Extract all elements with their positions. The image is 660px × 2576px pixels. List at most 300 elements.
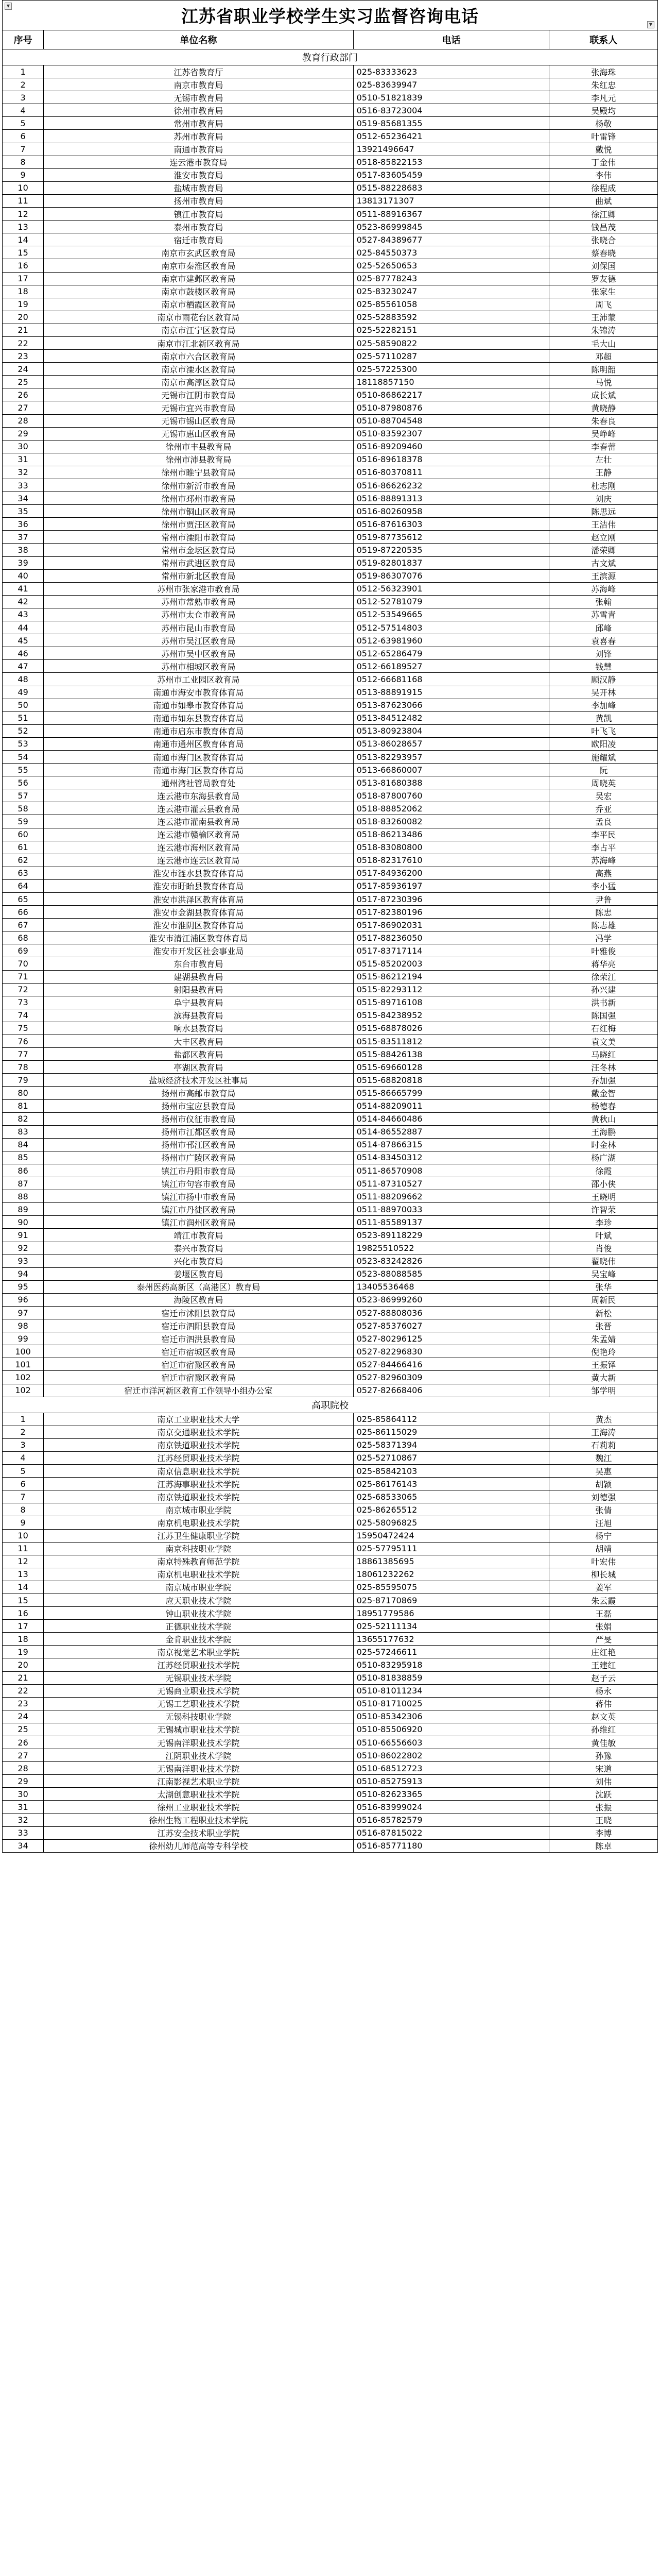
contact-person: 陈忠 [549,906,658,919]
table-row[interactable] [3,1151,658,1164]
table-row[interactable] [3,376,658,388]
table-row[interactable] [3,1736,658,1749]
table-row[interactable] [3,608,658,621]
unit-name: 徐州市铜山区教育局 [44,505,353,518]
unit-name: 镇江市丹阳市教育局 [44,1164,353,1177]
table-row[interactable] [3,660,658,673]
phone-number: 19825510522 [353,1242,549,1255]
table-row[interactable] [3,867,658,879]
contact-person: 成长斌 [549,388,658,401]
phone-number: 0527-82960309 [353,1371,549,1384]
phone-number: 0510-85342306 [353,1710,549,1723]
row-index: 41 [3,582,44,595]
table-row[interactable] [3,492,658,505]
table-row[interactable] [3,711,658,724]
row-index: 28 [3,1762,44,1775]
table-row[interactable] [3,336,658,349]
table-row[interactable] [3,802,658,815]
table-row[interactable] [3,1607,658,1620]
row-index: 42 [3,595,44,608]
table-row[interactable] [3,1048,658,1061]
table-row[interactable] [3,1684,658,1697]
phone-number: 025-87170869 [353,1594,549,1606]
table-row[interactable] [3,686,658,699]
contact-person: 李凡元 [549,91,658,104]
table-row[interactable] [3,221,658,233]
contact-person: 张翰 [549,595,658,608]
header-index: 序号 [3,30,44,49]
unit-name: 太湖创意职业技术学院 [44,1788,353,1801]
row-index: 17 [3,272,44,285]
phone-number: 0518-86213486 [353,828,549,841]
table-row[interactable] [3,65,658,78]
table-row[interactable] [3,401,658,414]
phone-number: 025-68533065 [353,1490,549,1503]
table-row[interactable] [3,505,658,518]
phone-number: 13655177632 [353,1633,549,1646]
phone-number: 0515-82293112 [353,983,549,996]
contact-person: 肖俊 [549,1242,658,1255]
table-row[interactable] [3,181,658,194]
table-row[interactable] [3,1255,658,1267]
unit-name: 镇江市润州区教育局 [44,1216,353,1229]
table-row[interactable] [3,246,658,259]
unit-name: 南京市高淳区教育局 [44,376,353,388]
table-row[interactable] [3,1697,658,1710]
section-row [3,49,658,65]
contact-person: 刘锋 [549,647,658,660]
table-row[interactable] [3,556,658,569]
contact-person: 叶斌 [549,1229,658,1242]
table-row[interactable] [3,1413,658,1426]
contact-person: 许智荣 [549,1203,658,1216]
table-row[interactable] [3,1490,658,1503]
unit-name: 连云港市灌南县教育局 [44,815,353,828]
contact-person: 苏雪青 [549,608,658,621]
filter-dropdown-icon[interactable]: ▼ [5,3,12,10]
contact-person: 叶雅俊 [549,944,658,957]
header-phone: 电话 [353,30,549,49]
table-row[interactable] [3,1384,658,1397]
phone-number: 0516-83723004 [353,104,549,117]
phone-number: 0519-87735612 [353,531,549,544]
phone-number: 0517-84936200 [353,867,549,879]
table-row[interactable] [3,879,658,892]
contact-person: 袁喜春 [549,634,658,647]
table-row[interactable] [3,1438,658,1451]
phone-number: 0516-89618378 [353,453,549,466]
table-row[interactable] [3,1319,658,1332]
unit-name: 南京城市职业学院 [44,1581,353,1594]
table-row[interactable] [3,518,658,531]
table-row[interactable] [3,1345,658,1358]
unit-name: 南京市溧水区教育局 [44,363,353,376]
table-row[interactable] [3,1801,658,1814]
contact-person: 马晓红 [549,1048,658,1061]
row-index: 37 [3,531,44,544]
row-index: 47 [3,660,44,673]
unit-name: 南京市雨花台区教育局 [44,311,353,324]
table-row[interactable] [3,1542,658,1555]
row-index: 10 [3,181,44,194]
phone-number: 0512-65236421 [353,130,549,143]
table-row[interactable] [3,1371,658,1384]
unit-name: 江南影视艺术职业学院 [44,1775,353,1788]
contact-person: 胡靖 [549,1542,658,1555]
table-row[interactable] [3,1009,658,1022]
table-row[interactable] [3,1620,658,1633]
table-row[interactable] [3,531,658,544]
table-row[interactable] [3,1125,658,1138]
unit-name: 无锡市锡山区教育局 [44,414,353,427]
section-title: 高职院校 [3,1397,658,1413]
phone-number: 0513-66860007 [353,764,549,776]
table-row[interactable] [3,1099,658,1112]
table-row[interactable] [3,466,658,479]
table-row[interactable] [3,724,658,737]
table-row[interactable] [3,1594,658,1606]
table-row[interactable] [3,311,658,324]
table-row[interactable] [3,1478,658,1490]
row-index: 93 [3,1255,44,1267]
phone-number: 0517-87230396 [353,893,549,906]
row-index: 61 [3,841,44,854]
unit-name: 常州市教育局 [44,117,353,130]
table-row[interactable] [3,1723,658,1736]
contact-person: 叶雷锋 [549,130,658,143]
table-row[interactable] [3,168,658,181]
table-row[interactable] [3,1332,658,1345]
table-row[interactable] [3,1087,658,1099]
row-index: 28 [3,414,44,427]
table-row[interactable] [3,854,658,867]
table-row[interactable] [3,1503,658,1516]
unit-name: 南京特殊教育师范学院 [44,1555,353,1568]
table-row[interactable] [3,1775,658,1788]
row-index: 59 [3,815,44,828]
table-row[interactable] [3,143,658,156]
table-row[interactable] [3,208,658,221]
phone-number: 0527-82668406 [353,1384,549,1397]
table-row[interactable] [3,1710,658,1723]
table-row[interactable] [3,104,658,117]
row-index: 32 [3,466,44,479]
table-row[interactable] [3,1658,658,1671]
contact-person: 曲斌 [549,194,658,207]
table-row[interactable] [3,595,658,608]
table-row[interactable] [3,544,658,556]
table-row[interactable] [3,117,658,130]
row-index: 33 [3,1826,44,1839]
table-row[interactable] [3,569,658,582]
row-index: 27 [3,401,44,414]
table-row[interactable] [3,828,658,841]
table-row[interactable] [3,1074,658,1087]
table-row[interactable] [3,776,658,789]
table-row[interactable] [3,1581,658,1594]
phone-number: 0510-81710025 [353,1697,549,1710]
table-row[interactable] [3,1426,658,1438]
row-index: 81 [3,1099,44,1112]
table-row[interactable] [3,1242,658,1255]
contact-person: 王晓 [549,1814,658,1826]
row-index: 48 [3,673,44,686]
table-row[interactable] [3,453,658,466]
table-row[interactable] [3,764,658,776]
table-row[interactable] [3,919,658,931]
row-index: 4 [3,1451,44,1464]
unit-name: 南京市栖霞区教育局 [44,298,353,311]
section-title: 教育行政部门 [3,49,658,65]
row-index: 100 [3,1345,44,1358]
contact-person: 叶宏伟 [549,1555,658,1568]
table-row[interactable] [3,957,658,970]
contact-person: 刘保国 [549,259,658,272]
table-row[interactable] [3,414,658,427]
unit-name: 南京市建邺区教育局 [44,272,353,285]
unit-name: 南京市鼓楼区教育局 [44,285,353,298]
phone-number: 0510-82623365 [353,1788,549,1801]
row-index: 30 [3,1788,44,1801]
table-row[interactable] [3,1280,658,1293]
contact-person: 赵立刚 [549,531,658,544]
phone-number: 0516-85782579 [353,1814,549,1826]
unit-name: 江苏安全技术职业学院 [44,1826,353,1839]
contact-person: 汪旭 [549,1516,658,1529]
table-row[interactable] [3,427,658,440]
phone-number: 0510-85506920 [353,1723,549,1736]
table-row[interactable] [3,1177,658,1190]
table-row[interactable] [3,1762,658,1775]
row-index: 16 [3,1607,44,1620]
table-row[interactable] [3,1293,658,1306]
unit-name: 亭湖区教育局 [44,1061,353,1074]
table-row[interactable] [3,350,658,363]
table-row[interactable] [3,893,658,906]
unit-name: 苏州市太仓市教育局 [44,608,353,621]
table-row[interactable] [3,1035,658,1048]
contact-person: 黄佳敏 [549,1736,658,1749]
unit-name: 扬州市仪征市教育局 [44,1112,353,1125]
row-index: 74 [3,1009,44,1022]
contact-person: 张振 [549,1801,658,1814]
table-row[interactable] [3,324,658,336]
contact-person: 陈明韶 [549,363,658,376]
table-row[interactable] [3,621,658,634]
table-row[interactable] [3,1164,658,1177]
table-row[interactable] [3,931,658,944]
table-row[interactable] [3,1555,658,1568]
table-row[interactable] [3,78,658,91]
row-index: 53 [3,737,44,750]
table-row[interactable] [3,699,658,711]
table-row[interactable] [3,1839,658,1852]
table-row[interactable] [3,815,658,828]
phone-number: 0519-86307076 [353,569,549,582]
unit-name: 无锡市惠山区教育局 [44,427,353,440]
unit-name: 常州市武进区教育局 [44,556,353,569]
contact-person: 张倩 [549,1503,658,1516]
row-index: 54 [3,750,44,763]
table-row[interactable] [3,906,658,919]
table-row[interactable] [3,298,658,311]
table-row[interactable] [3,1826,658,1839]
table-row[interactable] [3,1671,658,1684]
contact-person: 徐霞 [549,1164,658,1177]
contact-person: 姜军 [549,1581,658,1594]
phone-number: 025-57110287 [353,350,549,363]
contact-person: 戴悦 [549,143,658,156]
table-row[interactable] [3,1814,658,1826]
phone-number: 0511-88970033 [353,1203,549,1216]
unit-name: 扬州市江都区教育局 [44,1125,353,1138]
filter-dropdown-icon[interactable]: ▼ [647,21,654,28]
table-row[interactable] [3,647,658,660]
table-row[interactable] [3,1229,658,1242]
table-row[interactable] [3,944,658,957]
unit-name: 淮安市开发区社会事业局 [44,944,353,957]
contact-person: 施耀斌 [549,750,658,763]
table-row[interactable] [3,750,658,763]
contact-person: 李伟 [549,168,658,181]
table-row[interactable] [3,1022,658,1035]
unit-name: 宿迁市洋河新区教育工作领导小组办公室 [44,1384,353,1397]
table-row[interactable] [3,582,658,595]
table-row[interactable] [3,789,658,802]
table-row[interactable] [3,1216,658,1229]
phone-number: 025-83639947 [353,78,549,91]
table-row[interactable] [3,233,658,246]
unit-name: 淮安市盱眙县教育体育局 [44,879,353,892]
row-index: 94 [3,1267,44,1280]
row-index: 21 [3,324,44,336]
phone-number: 0512-52781079 [353,595,549,608]
table-row[interactable] [3,983,658,996]
contact-person: 周新民 [549,1293,658,1306]
unit-name: 无锡南洋职业技术学院 [44,1736,353,1749]
row-index: 5 [3,117,44,130]
table-row[interactable] [3,194,658,207]
table-row[interactable] [3,272,658,285]
row-index: 63 [3,867,44,879]
table-row[interactable] [3,1568,658,1581]
phone-number: 0512-65286479 [353,647,549,660]
table-row[interactable] [3,634,658,647]
phone-number: 0512-66189527 [353,660,549,673]
contact-person: 乔加强 [549,1074,658,1087]
table-row[interactable] [3,1061,658,1074]
table-row[interactable] [3,1788,658,1801]
phone-number: 0527-80296125 [353,1332,549,1345]
table-row[interactable] [3,1749,658,1762]
contact-person: 王振铎 [549,1358,658,1371]
table-row[interactable] [3,1267,658,1280]
table-row[interactable] [3,841,658,854]
unit-name: 无锡商业职业技术学院 [44,1684,353,1697]
table-row[interactable] [3,285,658,298]
unit-name: 常州市溧阳市教育局 [44,531,353,544]
table-row[interactable] [3,673,658,686]
table-row[interactable] [3,996,658,1009]
contact-person: 陈志雄 [549,919,658,931]
table-row[interactable] [3,1646,658,1658]
contact-person: 阮 [549,764,658,776]
table-row[interactable] [3,1190,658,1203]
table-row[interactable] [3,479,658,492]
phone-number: 0513-86028657 [353,737,549,750]
table-row[interactable] [3,156,658,168]
phone-number: 025-85842103 [353,1465,549,1478]
phone-number: 0523-86999845 [353,221,549,233]
unit-name: 建湖县教育局 [44,970,353,983]
contact-person: 张家生 [549,285,658,298]
table-row[interactable] [3,388,658,401]
phone-number: 0515-69660128 [353,1061,549,1074]
table-row[interactable] [3,1516,658,1529]
unit-name: 南京市教育局 [44,78,353,91]
unit-name: 宿迁市沭阳县教育局 [44,1307,353,1319]
table-row[interactable] [3,259,658,272]
row-index: 83 [3,1125,44,1138]
unit-name: 镇江市句容市教育局 [44,1177,353,1190]
header-row [3,30,658,49]
phone-number: 0510-86862217 [353,388,549,401]
contact-person: 毛大山 [549,336,658,349]
row-index: 75 [3,1022,44,1035]
contact-person: 庄红艳 [549,1646,658,1658]
row-index: 12 [3,208,44,221]
contact-person: 黄凯 [549,711,658,724]
table-row[interactable] [3,970,658,983]
table-row[interactable] [3,1465,658,1478]
contact-person: 袁文美 [549,1035,658,1048]
phone-number: 0514-83450312 [353,1151,549,1164]
unit-name: 宿迁市宿豫区教育局 [44,1358,353,1371]
row-index: 12 [3,1555,44,1568]
table-row[interactable] [3,1529,658,1542]
phone-number: 13405536468 [353,1280,549,1293]
phone-number: 025-52710867 [353,1451,549,1464]
phone-number: 0514-88209011 [353,1099,549,1112]
table-row[interactable] [3,91,658,104]
contact-person: 胡颖 [549,1478,658,1490]
contact-person: 李珍 [549,1216,658,1229]
table-row[interactable] [3,1307,658,1319]
row-index: 33 [3,479,44,492]
unit-name: 南京城市职业学院 [44,1503,353,1516]
row-index: 5 [3,1465,44,1478]
table-row[interactable] [3,1633,658,1646]
table-row[interactable] [3,440,658,453]
table-row[interactable] [3,1112,658,1125]
table-row[interactable] [3,1451,658,1464]
table-row[interactable] [3,1138,658,1151]
phone-number: 0511-88916367 [353,208,549,221]
table-row[interactable] [3,1358,658,1371]
row-index: 29 [3,1775,44,1788]
phone-number: 025-86115029 [353,1426,549,1438]
phone-number: 0518-85822153 [353,156,549,168]
phone-number: 18061232262 [353,1568,549,1581]
table-row[interactable] [3,363,658,376]
row-index: 67 [3,919,44,931]
table-row[interactable] [3,737,658,750]
table-row[interactable] [3,1203,658,1216]
phone-number: 0517-86902031 [353,919,549,931]
phone-number: 0516-80370811 [353,466,549,479]
table-row[interactable] [3,130,658,143]
row-index: 3 [3,91,44,104]
